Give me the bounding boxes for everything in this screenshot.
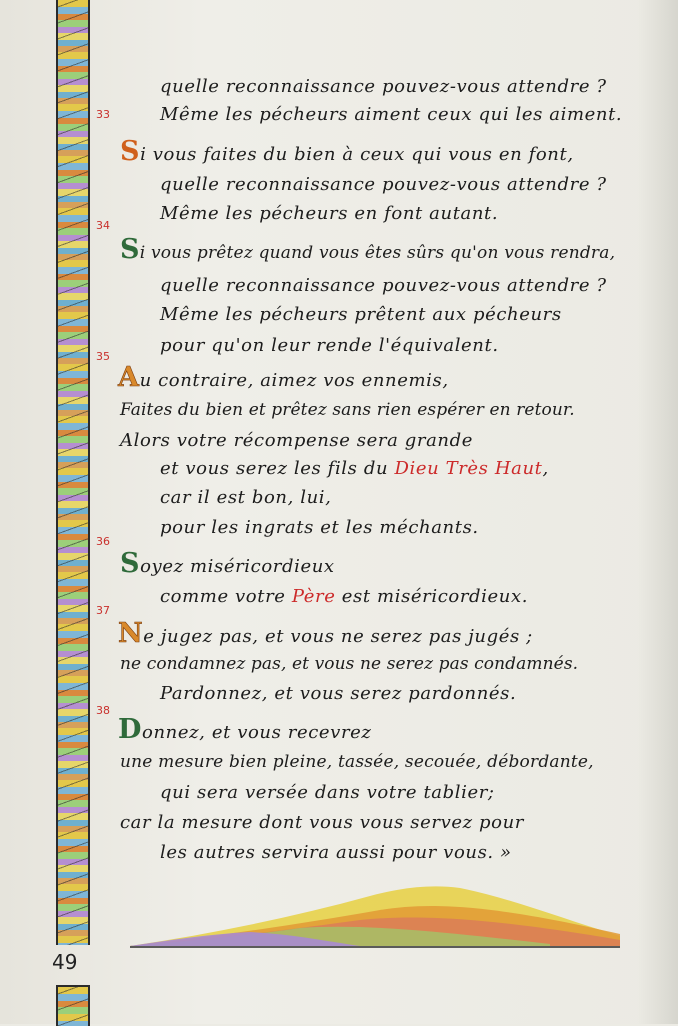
line-text: i vous faites du bien à ceux qui vous en font,: [140, 144, 574, 165]
text-line: les autres servira aussi pour vous. »: [160, 842, 512, 863]
line-text: comme votre: [160, 586, 292, 607]
decorative-border-bottom: [56, 985, 90, 1026]
text-line: [118, 620, 533, 647]
text-line: pour qu'on leur rende l'équivalent.: [160, 335, 499, 356]
text-line: [118, 716, 371, 743]
text-line: car il est bon, lui,: [160, 487, 332, 508]
initial-letter: D: [118, 714, 143, 745]
text-line: ne condamnez pas, et vous ne serez pas condamnés.: [120, 654, 579, 674]
text-line: [118, 364, 449, 391]
page-edge-shadow: [638, 0, 678, 1024]
text-line: Même les pécheurs aiment ceux qui les aiment.: [160, 104, 623, 125]
text-line: [120, 138, 574, 165]
text-line: une mesure bien pleine, tassée, secouée, débordante,: [120, 752, 594, 772]
text-line: [160, 586, 528, 607]
line-text: ,: [542, 458, 549, 479]
verse-number: 33: [96, 108, 110, 121]
divine-name: Père: [291, 586, 336, 607]
verse-number: 38: [96, 704, 110, 717]
text-line: car la mesure dont vous vous servez pour: [120, 812, 524, 833]
text-line: Pardonnez, et vous serez pardonnés.: [160, 683, 517, 704]
text-line: [160, 458, 549, 479]
text-line: [120, 550, 335, 577]
text-line: Même les pécheurs prêtent aux pécheurs: [160, 304, 562, 325]
initial-letter: A: [118, 362, 140, 393]
line-text: u contraire, aimez vos ennemis,: [139, 370, 449, 391]
text-line: Alors votre récompense sera grande: [120, 430, 473, 451]
text-line: Faites du bien et prêtez sans rien espérer en retour.: [120, 400, 575, 420]
divine-name: Dieu Très Haut: [394, 458, 543, 479]
page-number: 49: [52, 950, 78, 974]
line-text: oyez miséricordieux: [140, 556, 335, 577]
mountain-illustration: [130, 878, 620, 950]
initial-letter: S: [120, 548, 141, 579]
line-text: et vous serez les fils du: [160, 458, 395, 479]
line-text: onnez, et vous recevrez: [142, 722, 372, 743]
text-line: [120, 236, 615, 263]
text-line: qui sera versée dans votre tablier;: [160, 782, 495, 803]
decorative-border: [56, 0, 90, 945]
initial-letter: N: [118, 618, 144, 649]
text-line: quelle reconnaissance pouvez-vous attendre ?: [160, 275, 607, 296]
initial-letter: S: [120, 234, 140, 265]
verse-number: 34: [96, 219, 110, 232]
line-text: i vous prêtez quand vous êtes sûrs qu'on vous rendra,: [139, 243, 616, 263]
line-text: e jugez pas, et vous ne serez pas jugés ;: [143, 626, 533, 647]
text-line: quelle reconnaissance pouvez-vous attendre ?: [160, 174, 607, 195]
text-line: quelle reconnaissance pouvez-vous attendre ?: [160, 76, 607, 97]
text-line: pour les ingrats et les méchants.: [160, 517, 479, 538]
verse-number: 37: [96, 604, 110, 617]
initial-letter: S: [120, 136, 141, 167]
verse-number: 36: [96, 535, 110, 548]
line-text: est miséricordieux.: [335, 586, 529, 607]
verse-number: 35: [96, 350, 110, 363]
text-line: Même les pécheurs en font autant.: [160, 203, 499, 224]
